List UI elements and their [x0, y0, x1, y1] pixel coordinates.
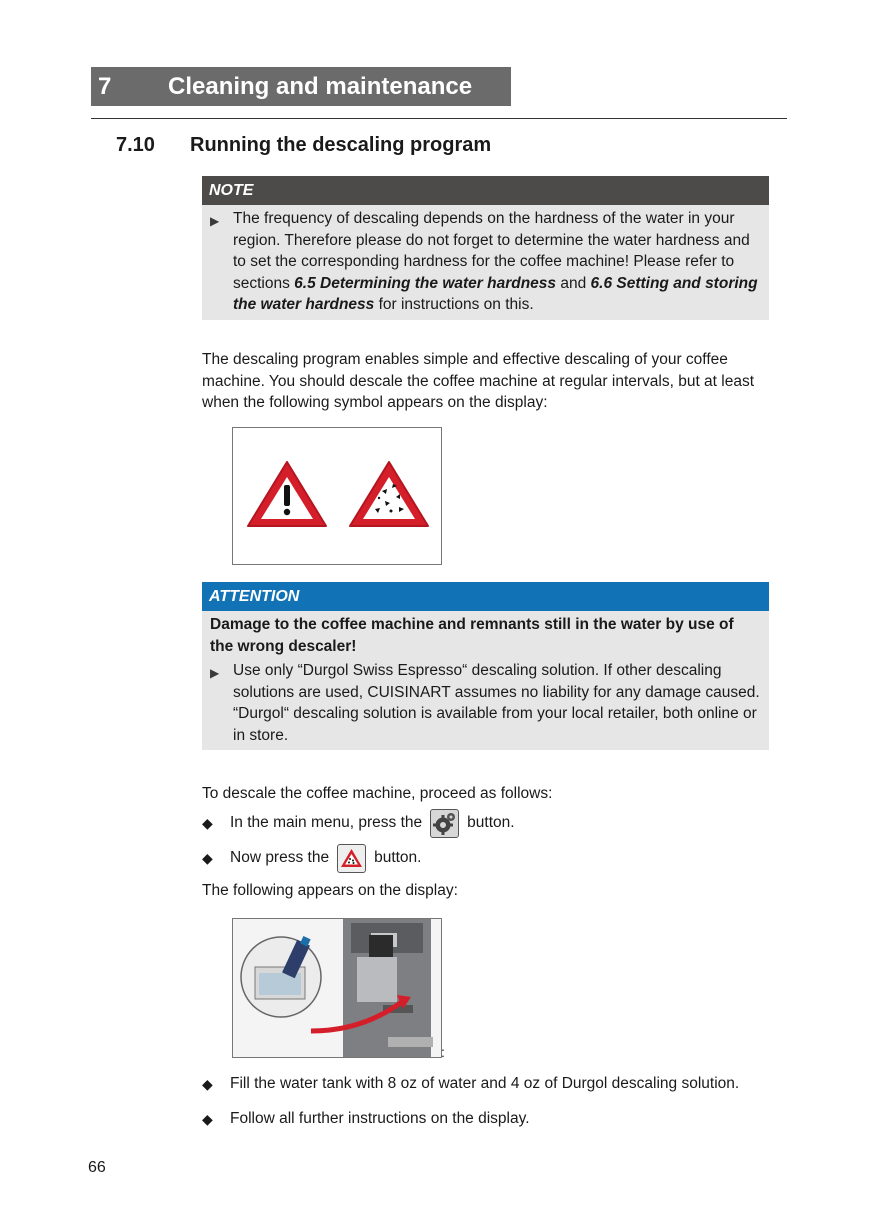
bullet-diamond-icon: ◆	[202, 849, 213, 866]
section-title: Running the descaling program	[190, 134, 492, 156]
bullet-triangle-icon: ▶	[210, 214, 220, 228]
note-text-part: The frequency of descaling depends on the hardness of the water in your region. Therefore please do not forget to determine the water hardness and to set the corresponding hardness for the coffee machine! Please refer to sections	[233, 210, 750, 292]
intro-paragraph: The descaling program enables simple and effective descaling of your coffee machine. You should descale the coffee machine at regular intervals, but at least when the following symbol appears on the display:	[202, 351, 755, 411]
attention-heading: Damage to the coffee machine and remnants still in the water by use of the wrong descaler!	[210, 616, 734, 655]
step-1-after: button.	[467, 814, 515, 831]
attention-bullet-text	[233, 660, 761, 746]
note-text-part: and	[556, 274, 591, 292]
descale-triangle-icon	[337, 844, 366, 873]
attention-callout	[202, 582, 769, 750]
descaling-warning-icon	[350, 462, 428, 526]
attention-label: ATTENTION	[202, 582, 769, 611]
chapter-number: 7	[98, 72, 112, 100]
display-intro: The following appears on the display:	[202, 882, 458, 899]
display-illustration	[232, 918, 442, 1058]
note-reference-link: 6.6 Setting and storing the water hardness	[233, 274, 758, 313]
bullet-diamond-icon: ◆	[202, 1110, 213, 1127]
bullet-triangle-icon: ▶	[210, 666, 220, 680]
step-4	[202, 1106, 792, 1132]
procedure-intro: To descale the coffee machine, proceed as follows:	[202, 785, 553, 802]
chapter-divider	[91, 118, 787, 119]
step-2-before: Now press the	[230, 849, 330, 866]
step-4-text: Follow all further instructions on the display.	[230, 1110, 530, 1127]
step-2-after: button.	[374, 849, 422, 866]
attention-body	[202, 611, 769, 750]
note-body	[202, 205, 769, 320]
step-1-before: In the main menu, press the	[230, 814, 423, 831]
note-bullet	[210, 208, 761, 316]
chapter-title: Cleaning and maintenance	[168, 72, 473, 100]
bullet-diamond-icon: ◆	[202, 1075, 213, 1092]
page-number: 66	[88, 1159, 106, 1176]
note-label: NOTE	[202, 176, 769, 205]
note-callout	[202, 176, 769, 320]
note-text	[233, 208, 761, 316]
settings-gear-icon	[430, 809, 459, 838]
step-1	[202, 808, 792, 838]
attention-bullet	[210, 660, 761, 746]
attention-text-1: Use only “Durgol Swiss Espresso“ descaling solution. If other descaling solutions are used, CUISINART assumes no liability for any damage caused.	[233, 662, 760, 701]
attention-text-2: “Durgol“ descaling solution is available from your local retailer, both online or in store.	[233, 705, 757, 744]
warning-exclamation-icon	[248, 462, 326, 526]
chapter-header	[91, 67, 511, 106]
step-3	[202, 1071, 792, 1097]
section-number: 7.10	[116, 134, 155, 156]
note-text-part: for instructions on this.	[374, 296, 534, 313]
step-2	[202, 843, 792, 873]
warning-symbols-figure	[232, 427, 442, 565]
colon-mark: :	[441, 1044, 445, 1060]
step-3-text: Fill the water tank with 8 oz of water and 4 oz of Durgol descaling solution.	[230, 1075, 740, 1092]
note-reference-link: 6.5 Determining the water hardness	[294, 274, 557, 292]
bullet-diamond-icon: ◆	[202, 814, 213, 831]
